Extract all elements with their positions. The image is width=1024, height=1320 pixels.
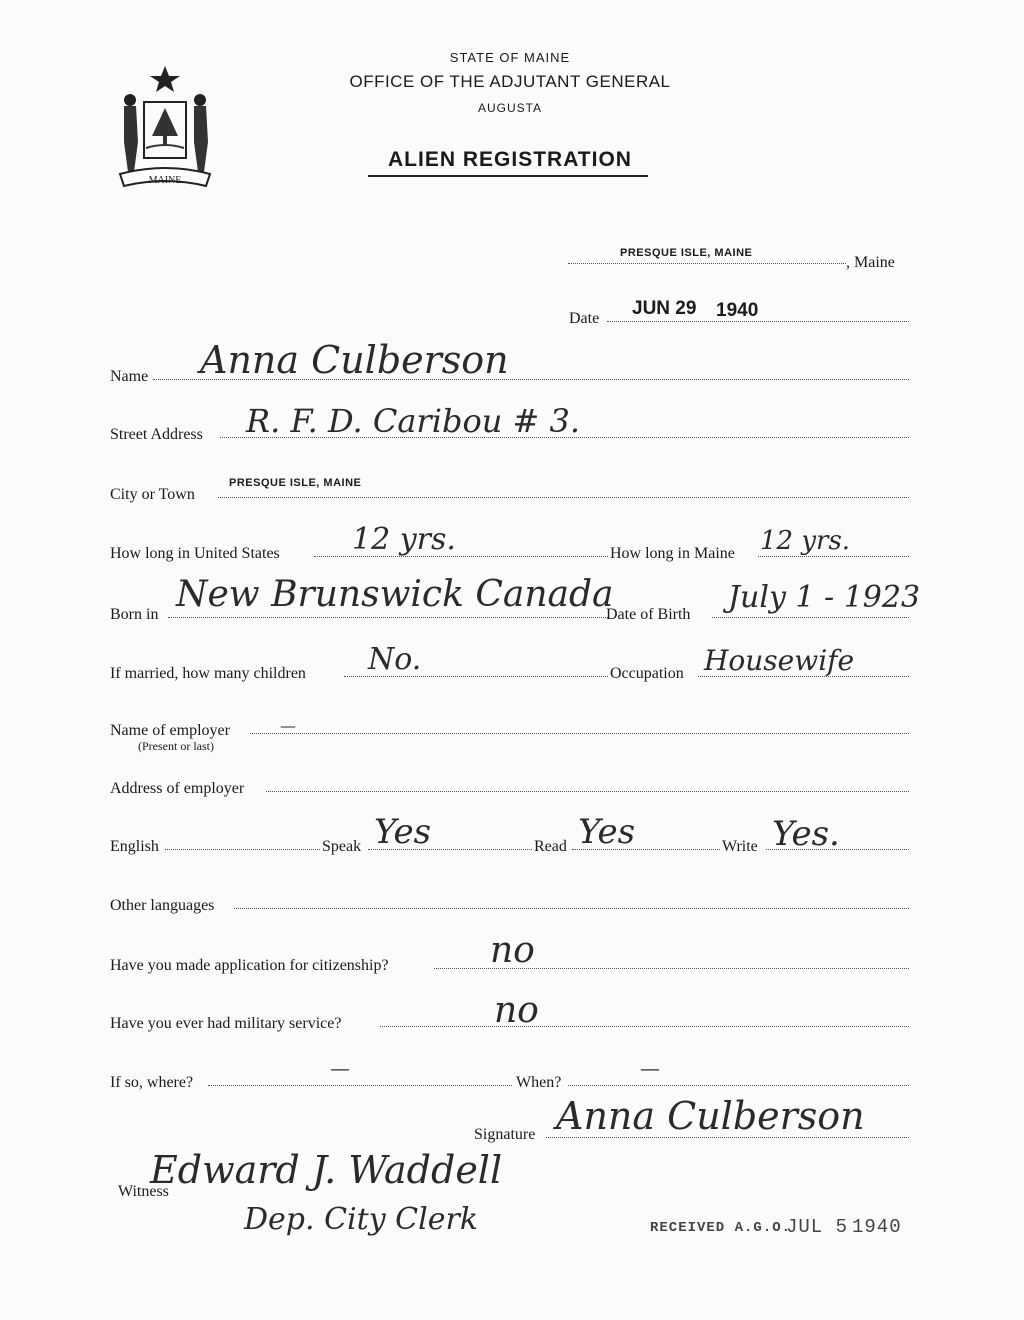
military-line bbox=[380, 1026, 909, 1027]
state-heading: STATE OF MAINE bbox=[449, 50, 571, 65]
city-stamp: PRESQUE ISLE, MAINE bbox=[229, 477, 362, 489]
office-heading: OFFICE OF THE ADJUTANT GENERAL bbox=[349, 72, 671, 91]
date-line bbox=[607, 321, 909, 322]
speak-value: Yes bbox=[374, 812, 432, 852]
occupation-label: Occupation bbox=[610, 665, 684, 682]
seal-text: MAINE bbox=[148, 175, 182, 186]
citizenship-label: Have you made application for citizenship? bbox=[110, 957, 389, 974]
english-label: English bbox=[110, 838, 159, 855]
employer-line bbox=[250, 733, 909, 734]
where-value: — bbox=[330, 1056, 350, 1080]
where-line bbox=[208, 1085, 512, 1086]
dob-value: July 1 - 1923 bbox=[728, 580, 921, 615]
us-duration-value: 12 yrs. bbox=[352, 522, 456, 557]
signature-label: Signature bbox=[474, 1126, 536, 1143]
other-languages-line bbox=[234, 908, 909, 909]
military-label: Have you ever had military service? bbox=[110, 1015, 342, 1032]
read-value: Yes bbox=[578, 812, 636, 852]
place-line bbox=[568, 263, 846, 264]
english-line bbox=[165, 849, 320, 850]
employer-value: — bbox=[280, 716, 296, 735]
born-value: New Brunswick Canada bbox=[176, 574, 614, 615]
write-label: Write bbox=[722, 838, 758, 855]
military-value: no bbox=[494, 990, 539, 1031]
received-stamp-year: 1940 bbox=[852, 1216, 902, 1238]
form-title: ALIEN REGISTRATION bbox=[388, 148, 632, 171]
name-value: Anna Culberson bbox=[200, 338, 509, 382]
date-stamp-year: 1940 bbox=[716, 300, 759, 321]
born-line bbox=[168, 617, 608, 618]
street-label: Street Address bbox=[110, 426, 203, 443]
witness-title: Dep. City Clerk bbox=[244, 1202, 478, 1237]
employer-address-line bbox=[266, 791, 909, 792]
dob-line bbox=[712, 617, 909, 618]
me-duration-label: How long in Maine bbox=[610, 545, 735, 562]
speak-label: Speak bbox=[322, 838, 362, 855]
children-value: No. bbox=[368, 642, 422, 677]
witness-value: Edward J. Waddell bbox=[150, 1148, 503, 1192]
witness-label: Witness bbox=[118, 1183, 169, 1200]
dob-label: Date of Birth bbox=[606, 606, 691, 623]
employer-address-label: Address of employer bbox=[110, 780, 245, 797]
employer-sublabel: (Present or last) bbox=[138, 739, 214, 753]
me-duration-value: 12 yrs. bbox=[760, 526, 851, 556]
city-heading: AUGUSTA bbox=[477, 101, 543, 115]
signature-value: Anna Culberson bbox=[556, 1094, 865, 1138]
when-value: — bbox=[640, 1056, 660, 1080]
occupation-value: Housewife bbox=[704, 644, 855, 677]
place-suffix: , Maine bbox=[846, 254, 895, 271]
children-label: If married, how many children bbox=[110, 665, 306, 682]
when-label: When? bbox=[516, 1074, 562, 1091]
other-languages-label: Other languages bbox=[110, 897, 215, 914]
title-underline bbox=[368, 175, 648, 177]
received-stamp-date: JUL 5 bbox=[786, 1216, 849, 1238]
me-duration-line bbox=[758, 556, 909, 557]
us-duration-label: How long in United States bbox=[110, 545, 280, 562]
street-value: R. F. D. Caribou # 3. bbox=[246, 402, 580, 440]
when-line bbox=[568, 1085, 909, 1086]
city-label: City or Town bbox=[110, 486, 195, 503]
name-label: Name bbox=[110, 368, 149, 385]
received-stamp-text: RECEIVED A.G.O. bbox=[650, 1220, 792, 1236]
employer-label: Name of employer bbox=[110, 722, 230, 739]
place-stamp: PRESQUE ISLE, MAINE bbox=[620, 247, 753, 259]
read-label: Read bbox=[534, 838, 567, 855]
born-label: Born in bbox=[110, 606, 159, 623]
write-value: Yes. bbox=[772, 814, 840, 854]
date-stamp-month-day: JUN 29 bbox=[632, 298, 697, 319]
date-label: Date bbox=[569, 310, 600, 327]
citizenship-value: no bbox=[490, 930, 535, 971]
where-label: If so, where? bbox=[110, 1074, 194, 1091]
city-line bbox=[218, 497, 909, 498]
